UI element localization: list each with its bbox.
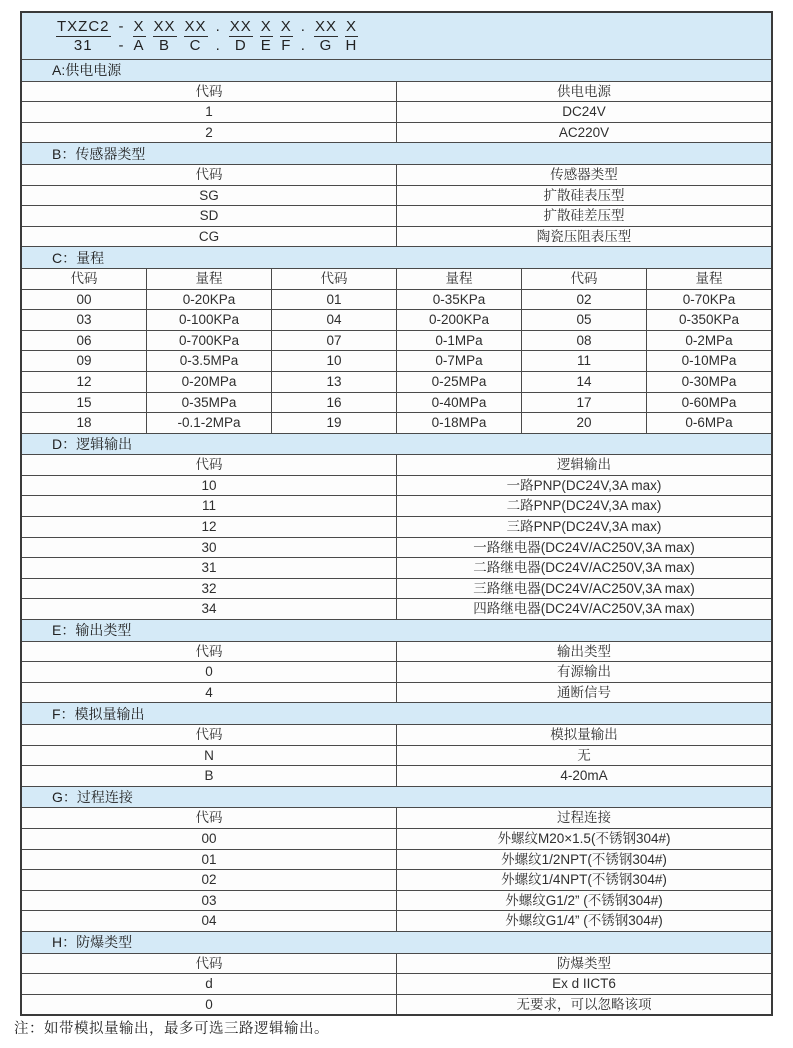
column-header-row xyxy=(22,454,771,475)
value-cell: 扩散硅差压型 xyxy=(396,206,771,226)
code-cell: 19 xyxy=(271,413,396,433)
footnote: 注：如带模拟量输出，最多可选三路逻辑输出。 xyxy=(14,1021,329,1037)
code-cell: 09 xyxy=(76,353,92,369)
section-title: C：量程 xyxy=(52,249,105,266)
value-cell: 二路PNP(DC24V,3A max) xyxy=(396,496,771,516)
code-cell: 08 xyxy=(521,331,646,351)
section-title: A:供电电源 xyxy=(52,62,122,79)
table-row xyxy=(22,205,771,226)
table-row xyxy=(22,330,771,351)
value-cell: 三路继电器(DC24V/AC250V,3A max) xyxy=(396,579,771,599)
value-cell: 扩散硅表压型 xyxy=(396,186,771,206)
column-header: 量程 xyxy=(646,269,771,289)
section-header-A xyxy=(22,59,771,81)
table-row xyxy=(22,309,771,330)
value-cell: 无 xyxy=(396,746,771,766)
value-cell: 0-1MPa xyxy=(396,331,521,351)
code-cell: 30 xyxy=(201,539,217,555)
code-separator: - - xyxy=(118,17,125,54)
column-header: 代码 xyxy=(195,727,223,742)
code-cell: 12 xyxy=(76,373,92,389)
table-row xyxy=(22,185,771,206)
table-row xyxy=(22,869,771,890)
code-cell: 12 xyxy=(201,519,217,535)
code-segment: XX G xyxy=(314,17,337,54)
column-header: 量程 xyxy=(396,269,521,289)
value-cell: 0-2MPa xyxy=(646,331,771,351)
value-cell: 0-30MPa xyxy=(646,372,771,392)
column-header-row xyxy=(22,164,771,185)
section-header-B xyxy=(22,142,771,164)
value-cell: 一路继电器(DC24V/AC250V,3A max) xyxy=(396,538,771,558)
code-cell: 02 xyxy=(201,872,217,888)
code-separator: . . xyxy=(215,17,221,54)
value-cell: 无要求，可以忽略该项 xyxy=(396,995,771,1015)
code-cell: 16 xyxy=(271,393,396,413)
value-cell: 0-350KPa xyxy=(646,310,771,330)
table-row xyxy=(22,598,771,619)
code-cell: 4 xyxy=(205,684,213,700)
code-segment: XX D xyxy=(229,17,252,54)
code-cell: SD xyxy=(199,208,219,224)
value-cell: 外螺纹1/4NPT(不锈钢304#) xyxy=(396,870,771,890)
column-header: 量程 xyxy=(146,269,271,289)
column-header-row xyxy=(22,807,771,828)
value-cell: 陶瓷压阻表压型 xyxy=(396,227,771,247)
column-header: 代码 xyxy=(195,83,223,99)
table-row xyxy=(22,557,771,578)
column-header: 供电电源 xyxy=(396,82,771,102)
column-header: 传感器类型 xyxy=(396,165,771,185)
code-cell: 17 xyxy=(521,393,646,413)
model-code-block xyxy=(22,13,771,59)
code-cell: 15 xyxy=(76,394,92,410)
value-cell: 0-200KPa xyxy=(396,310,521,330)
value-cell: 0-100KPa xyxy=(146,310,271,330)
table-row xyxy=(22,973,771,994)
table-row xyxy=(22,475,771,496)
table-row xyxy=(22,412,771,433)
table-row xyxy=(22,578,771,599)
column-header: 代码 xyxy=(271,269,396,289)
model-code xyxy=(56,18,358,55)
section-header-F xyxy=(22,702,771,724)
value-cell: 外螺纹G1/2” (不锈钢304#) xyxy=(396,891,771,911)
code-cell: 34 xyxy=(201,601,217,617)
table-row xyxy=(22,890,771,911)
code-cell: 0 xyxy=(205,664,213,680)
value-cell: 三路PNP(DC24V,3A max) xyxy=(396,517,771,537)
table-row xyxy=(22,661,771,682)
column-header: 输出类型 xyxy=(396,642,771,662)
value-cell: 0-60MPa xyxy=(646,393,771,413)
value-cell: 4-20mA xyxy=(396,766,771,786)
section-title: B：传感器类型 xyxy=(52,145,146,162)
code-cell: 10 xyxy=(201,477,217,493)
code-cell: 1 xyxy=(205,104,213,120)
value-cell: 0-70KPa xyxy=(646,290,771,310)
value-cell: -0.1-2MPa xyxy=(146,413,271,433)
column-header-row xyxy=(22,641,771,662)
code-cell: 04 xyxy=(201,913,217,929)
table-row xyxy=(22,537,771,558)
model-selection-table xyxy=(20,11,773,1016)
code-cell: 11 xyxy=(201,498,216,514)
code-cell: 07 xyxy=(271,331,396,351)
code-cell: 0 xyxy=(205,996,213,1012)
column-header-row xyxy=(22,81,771,102)
column-header: 过程连接 xyxy=(396,808,771,828)
column-header: 代码 xyxy=(195,166,223,182)
column-header: 代码 xyxy=(521,269,646,289)
section-header-H xyxy=(22,931,771,953)
column-header: 代码 xyxy=(70,270,98,286)
code-segment: X E xyxy=(260,17,272,54)
value-cell: 0-700KPa xyxy=(146,331,271,351)
code-segment: XX B xyxy=(153,17,176,54)
code-cell: 31 xyxy=(201,560,217,576)
table-row xyxy=(22,828,771,849)
value-cell: 有源输出 xyxy=(396,662,771,682)
column-header: 代码 xyxy=(195,457,223,473)
section-header-E xyxy=(22,619,771,641)
table-row xyxy=(22,516,771,537)
section-title: D：逻辑输出 xyxy=(52,435,133,452)
table-row xyxy=(22,849,771,870)
code-cell: 13 xyxy=(271,372,396,392)
code-segment: XX C xyxy=(184,17,207,54)
code-cell: 20 xyxy=(521,413,646,433)
value-cell: 0-7MPa xyxy=(396,351,521,371)
code-separator: . . xyxy=(300,17,306,54)
code-cell: 32 xyxy=(201,580,217,596)
column-header: 代码 xyxy=(195,810,223,826)
code-cell: CG xyxy=(198,228,220,244)
section-title: H：防爆类型 xyxy=(52,934,133,951)
code-segment: X A xyxy=(133,17,145,54)
table-row xyxy=(22,101,771,122)
section-title: F：模拟量输出 xyxy=(52,705,145,722)
column-header: 代码 xyxy=(195,955,223,971)
column-header: 代码 xyxy=(195,643,223,659)
code-segment: X H xyxy=(345,17,358,54)
column-header: 逻辑输出 xyxy=(396,455,771,475)
column-header-row xyxy=(22,268,771,289)
table-row xyxy=(22,392,771,413)
code-cell: 2 xyxy=(205,124,213,140)
section-title: E：输出类型 xyxy=(52,622,132,639)
value-cell: 一路PNP(DC24V,3A max) xyxy=(396,476,771,496)
value-cell: 0-18MPa xyxy=(396,413,521,433)
value-cell: 0-35MPa xyxy=(146,393,271,413)
column-header-row xyxy=(22,953,771,974)
table-row xyxy=(22,910,771,931)
table-row xyxy=(22,765,771,786)
code-cell: 01 xyxy=(201,851,217,867)
value-cell: 0-10MPa xyxy=(646,351,771,371)
code-cell: 01 xyxy=(271,290,396,310)
table-row xyxy=(22,371,771,392)
value-cell: 0-3.5MPa xyxy=(146,351,271,371)
code-cell: 00 xyxy=(201,830,217,846)
section-header-D xyxy=(22,433,771,455)
code-cell: SG xyxy=(199,187,219,203)
value-cell: DC24V xyxy=(396,102,771,122)
section-title: G：过程连接 xyxy=(52,789,133,806)
table-row xyxy=(22,289,771,310)
value-cell: 二路继电器(DC24V/AC250V,3A max) xyxy=(396,558,771,578)
value-cell: 0-20MPa xyxy=(146,372,271,392)
code-cell: d xyxy=(205,976,213,992)
code-cell: B xyxy=(204,768,214,784)
value-cell: AC220V xyxy=(396,123,771,143)
code-cell: 06 xyxy=(76,332,92,348)
value-cell: 四路继电器(DC24V/AC250V,3A max) xyxy=(396,599,771,619)
table-row xyxy=(22,495,771,516)
table-row xyxy=(22,994,771,1015)
code-cell: 04 xyxy=(271,310,396,330)
table-row xyxy=(22,122,771,143)
code-cell: 03 xyxy=(76,312,92,328)
value-cell: Ex d IICT6 xyxy=(396,974,771,994)
table-row xyxy=(22,226,771,247)
value-cell: 外螺纹M20×1.5(不锈钢304#) xyxy=(396,829,771,849)
code-segment: TXZC2 31 xyxy=(57,17,110,54)
code-cell: 18 xyxy=(76,415,92,431)
section-header-G xyxy=(22,786,771,808)
value-cell: 外螺纹1/2NPT(不锈钢304#) xyxy=(396,850,771,870)
value-cell: 通断信号 xyxy=(396,683,771,703)
code-cell: N xyxy=(204,747,214,763)
code-cell: 10 xyxy=(271,351,396,371)
value-cell: 0-6MPa xyxy=(646,413,771,433)
code-cell: 05 xyxy=(521,310,646,330)
table-row xyxy=(22,682,771,703)
table-row xyxy=(22,350,771,371)
table-row xyxy=(22,745,771,766)
value-cell: 0-20KPa xyxy=(146,290,271,310)
table-sections xyxy=(22,59,771,1014)
code-cell: 14 xyxy=(521,372,646,392)
value-cell: 0-35KPa xyxy=(396,290,521,310)
section-header-C xyxy=(22,246,771,268)
column-header: 模拟量输出 xyxy=(396,725,771,745)
column-header: 防爆类型 xyxy=(396,954,771,974)
value-cell: 外螺纹G1/4” (不锈钢304#) xyxy=(396,911,771,931)
value-cell: 0-40MPa xyxy=(396,393,521,413)
code-cell: 03 xyxy=(201,892,217,908)
code-cell: 02 xyxy=(521,290,646,310)
value-cell: 0-25MPa xyxy=(396,372,521,392)
code-segment: X F xyxy=(280,17,292,54)
code-cell: 11 xyxy=(521,351,646,371)
column-header-row xyxy=(22,724,771,745)
code-cell: 00 xyxy=(76,291,92,307)
